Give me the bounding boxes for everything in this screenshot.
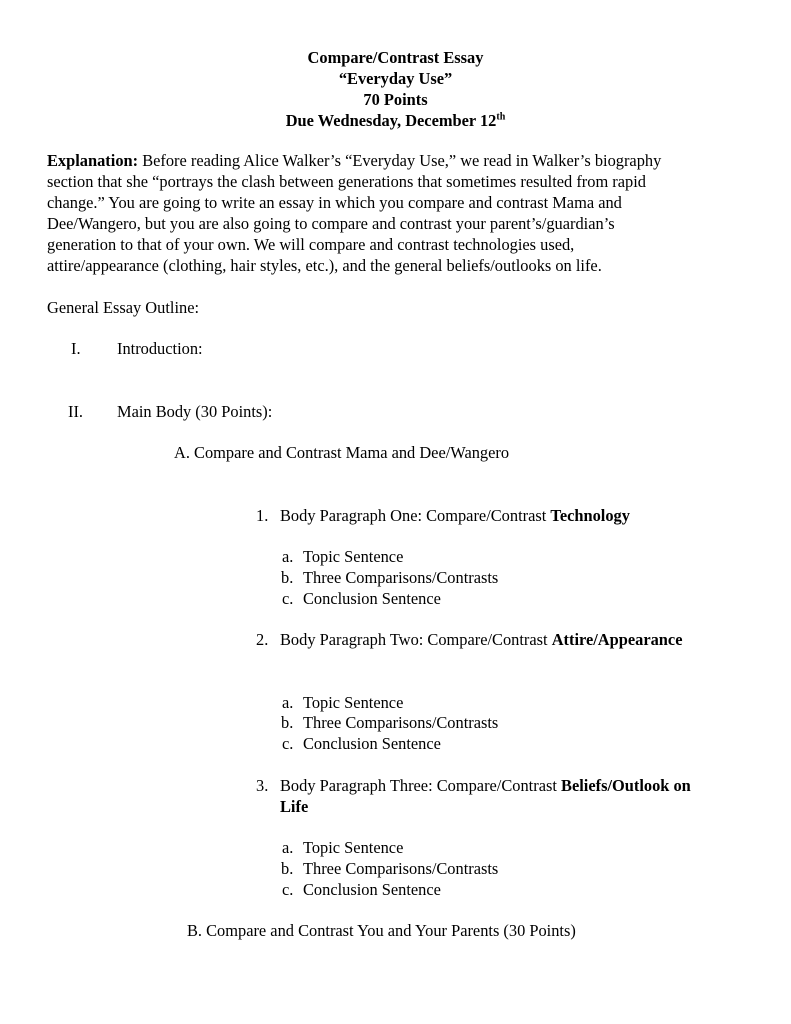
explanation-line-1	[47, 150, 747, 171]
section-1-number: I.	[71, 339, 81, 358]
body-3-label: Body Paragraph Three: Compare/Contrast	[280, 776, 562, 795]
subsection-b: B. Compare and Contrast You and Your Parents (30 Points)	[187, 921, 576, 940]
section-2-label: Main Body (30 Points):	[117, 402, 273, 421]
document-title: Compare/Contrast Essay	[307, 48, 484, 67]
document-subtitle: “Everyday Use”	[338, 69, 453, 88]
body-1-item-b: Three Comparisons/Contrasts	[303, 568, 499, 587]
section-2-number: II.	[68, 402, 84, 421]
outline-heading: General Essay Outline:	[47, 298, 200, 317]
body-3-number: 3.	[256, 776, 269, 795]
body-2-item-b-letter: b.	[281, 713, 294, 732]
body-1-item-c: Conclusion Sentence	[303, 589, 441, 608]
section-1-label: Introduction:	[117, 339, 203, 358]
body-1-item-a-letter: a.	[282, 547, 294, 566]
body-2-item-b: Three Comparisons/Contrasts	[303, 713, 499, 732]
body-3-item-c: Conclusion Sentence	[303, 880, 441, 899]
body-2-topic: Attire/Appearance	[551, 630, 683, 649]
body-1-item-b-letter: b.	[281, 568, 294, 587]
explanation-text-1: Before reading Alice Walker’s “Everyday Use,” we read in Walker’s biography	[138, 151, 662, 170]
subsection-a: A. Compare and Contrast Mama and Dee/Wangero	[174, 443, 510, 462]
body-2-item-c-letter: c.	[282, 734, 294, 753]
body-3-item-b: Three Comparisons/Contrasts	[303, 859, 499, 878]
body-3-text	[280, 775, 691, 796]
explanation-line-2: section that she “portrays the clash between generations that sometimes resulted from rapid	[47, 172, 646, 191]
body-3-item-b-letter: b.	[281, 859, 294, 878]
body-1-number: 1.	[256, 506, 269, 525]
body-3-item-a-letter: a.	[282, 838, 294, 857]
body-1-text	[280, 505, 630, 526]
body-3-item-c-letter: c.	[282, 880, 294, 899]
explanation-paragraph	[47, 150, 747, 276]
body-3-item-a: Topic Sentence	[303, 838, 404, 857]
explanation-line-5: generation to that of your own. We will compare and contrast technologies used,	[47, 235, 575, 254]
body-2-label: Body Paragraph Two: Compare/Contrast	[280, 630, 552, 649]
body-2-number: 2.	[256, 630, 269, 649]
body-3-topic-continued: Life	[280, 797, 309, 816]
body-3-topic: Beliefs/Outlook on	[561, 776, 691, 795]
body-1-label: Body Paragraph One: Compare/Contrast	[280, 506, 551, 525]
body-2-text	[280, 629, 682, 650]
due-date-text: Due Wednesday, December 12	[285, 111, 497, 130]
explanation-line-4: Dee/Wangero, but you are also going to compare and contrast your parent’s/guardian’s	[47, 214, 615, 233]
explanation-line-3: change.” You are going to write an essay in which you compare and contrast Mama and	[47, 193, 622, 212]
body-2-item-c: Conclusion Sentence	[303, 734, 441, 753]
explanation-line-6: attire/appearance (clothing, hair styles, etc.), and the general beliefs/outlooks on life.	[47, 256, 602, 275]
points-heading: 70 Points	[363, 90, 428, 109]
body-2-item-a: Topic Sentence	[303, 693, 404, 712]
body-1-topic: Technology	[550, 506, 630, 525]
body-2-item-a-letter: a.	[282, 693, 294, 712]
body-1-item-c-letter: c.	[282, 589, 294, 608]
body-1-item-a: Topic Sentence	[303, 547, 404, 566]
explanation-label: Explanation:	[47, 151, 139, 170]
due-date	[0, 110, 791, 131]
due-date-superscript: th	[496, 111, 506, 123]
